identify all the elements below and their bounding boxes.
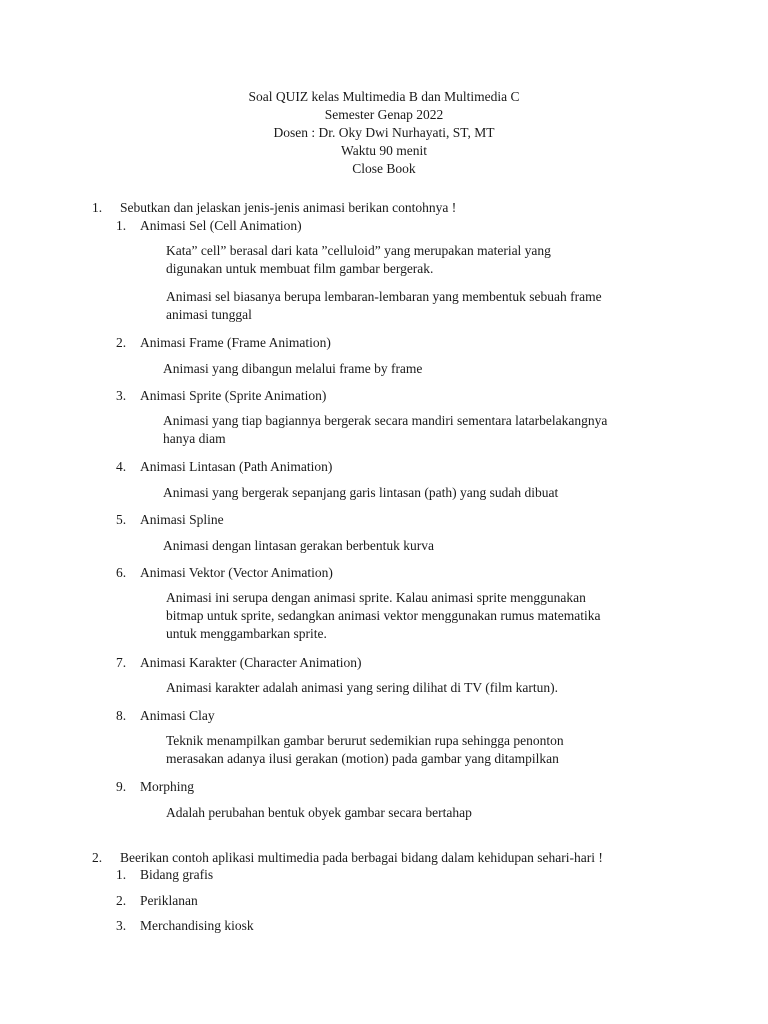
q1-item-3-desc-line: hanya diam <box>163 431 226 446</box>
header-lecturer: Dosen : Dr. Oky Dwi Nurhayati, ST, MT <box>273 125 495 140</box>
q1-item-4-title: Animasi Lintasan (Path Animation) <box>140 459 333 474</box>
q1-item-1-title: Animasi Sel (Cell Animation) <box>140 218 302 233</box>
q1-item-9-desc-line: Adalah perubahan bentuk obyek gambar secara bertahap <box>166 805 472 820</box>
q2-item-3-title: Merchandising kiosk <box>140 918 254 933</box>
question-2-text: Beerikan contoh aplikasi multimedia pada berbagai bidang dalam kehidupan sehari-hari ! <box>120 850 603 865</box>
question-2-number: 2. <box>92 850 103 865</box>
q1-item-3-desc-line: Animasi yang tiap bagiannya bergerak secara mandiri sementara latarbelakangnya <box>163 413 608 428</box>
header-title: Soal QUIZ kelas Multimedia B dan Multimedia C <box>248 89 520 104</box>
q1-item-2-number: 2. <box>116 335 127 350</box>
q1-item-7-number: 7. <box>116 655 127 670</box>
q2-item-3-number: 3. <box>116 918 127 933</box>
q1-item-2-title: Animasi Frame (Frame Animation) <box>140 335 331 350</box>
q1-item-6-desc-line: Animasi ini serupa dengan animasi sprite. Kalau animasi sprite menggunakan <box>166 590 586 605</box>
header-semester: Semester Genap 2022 <box>324 107 444 122</box>
q1-item-8-number: 8. <box>116 708 127 723</box>
q1-item-9-number: 9. <box>116 779 127 794</box>
q1-item-4-desc-line: Animasi yang bergerak sepanjang garis lintasan (path) yang sudah dibuat <box>163 485 559 500</box>
q1-item-5-number: 5. <box>116 512 127 527</box>
q1-item-2-desc-line: Animasi yang dibangun melalui frame by frame <box>163 361 423 376</box>
q1-item-5-title: Animasi Spline <box>140 512 224 527</box>
question-1-text: Sebutkan dan jelaskan jenis-jenis animasi berikan contohnya ! <box>120 200 457 215</box>
q1-item-3-title: Animasi Sprite (Sprite Animation) <box>140 388 327 403</box>
header-duration: Waktu 90 menit <box>341 143 427 158</box>
q1-item-1-desc-line: Kata” cell” berasal dari kata ”celluloid” yang merupakan material yang <box>166 243 551 258</box>
q1-item-1-desc-line: animasi tunggal <box>166 307 252 322</box>
q1-item-8-desc-line: Teknik menampilkan gambar berurut sedemikian rupa sehingga penonton <box>166 733 564 748</box>
q1-item-1-desc-line: digunakan untuk membuat film gambar bergerak. <box>166 261 434 276</box>
q1-item-6-number: 6. <box>116 565 127 580</box>
q1-item-6-title: Animasi Vektor (Vector Animation) <box>140 565 333 580</box>
q2-item-1-number: 1. <box>116 867 127 882</box>
q1-item-4-number: 4. <box>116 459 127 474</box>
q2-item-1-title: Bidang grafis <box>140 867 214 882</box>
q1-item-8-title: Animasi Clay <box>140 708 215 723</box>
q1-item-1-number: 1. <box>116 218 127 233</box>
q2-item-2-title: Periklanan <box>140 893 198 908</box>
q1-item-1-desc-line: Animasi sel biasanya berupa lembaran-lembaran yang membentuk sebuah frame <box>166 289 602 304</box>
document-header <box>0 88 768 178</box>
q2-item-2-number: 2. <box>116 893 127 908</box>
q1-item-7-desc-line: Animasi karakter adalah animasi yang sering dilihat di TV (film kartun). <box>166 680 559 695</box>
q1-item-8-desc-line: merasakan adanya ilusi gerakan (motion) pada gambar yang ditampilkan <box>166 751 559 766</box>
q1-item-6-desc-line: untuk menggambarkan sprite. <box>166 626 327 641</box>
q1-item-7-title: Animasi Karakter (Character Animation) <box>140 655 362 670</box>
q1-item-9-title: Morphing <box>140 779 194 794</box>
q1-item-5-desc-line: Animasi dengan lintasan gerakan berbentuk kurva <box>163 538 435 553</box>
q1-item-6-desc-line: bitmap untuk sprite, sedangkan animasi vektor menggunakan rumus matematika <box>166 608 601 623</box>
q1-item-3-number: 3. <box>116 388 127 403</box>
header-exam-type: Close Book <box>352 161 416 176</box>
question-1-number: 1. <box>92 200 103 215</box>
